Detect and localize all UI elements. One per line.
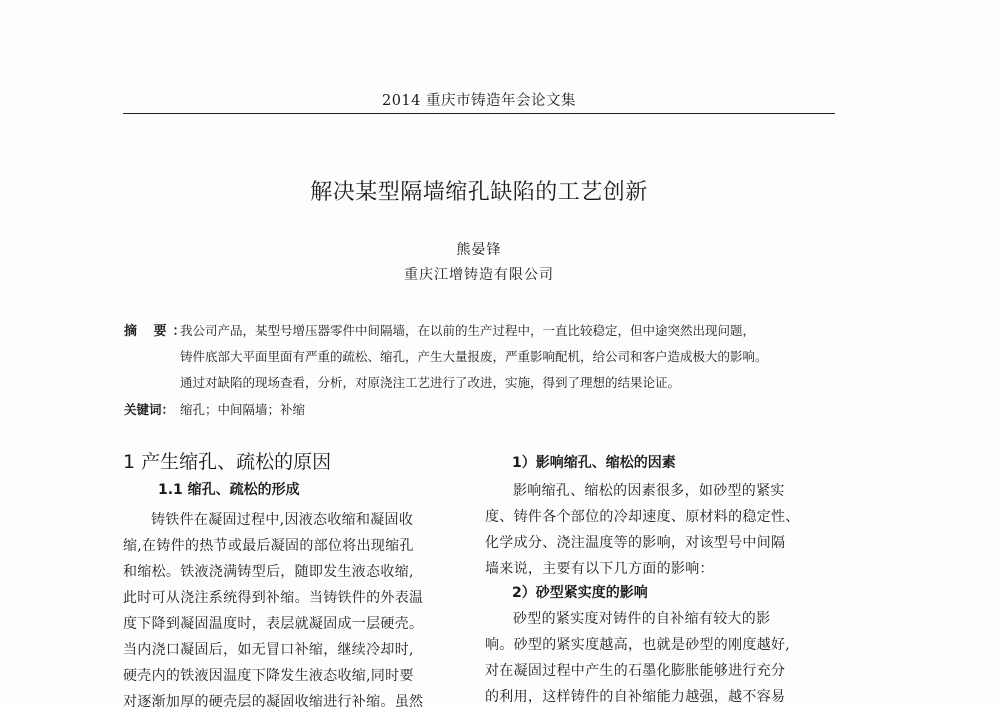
subsection-heading: 1.1 缩孔、疏松的形成 <box>158 482 300 498</box>
abstract-line: 通过对缺陷的现场查看，分析，对原浇注工艺进行了改进，实施，得到了理想的结果论证。 <box>180 375 681 390</box>
body-text-line: 度、铸件各个部位的冷却速度、原材料的稳定性、 <box>485 509 800 525</box>
body-text-line: 响。砂型的紧实度越高，也就是砂型的刚度越好, <box>485 637 791 653</box>
abstract-line: 我公司产品，某型号增压器零件中间隔墙，在以前的生产过程中，一直比较稳定，但中途突然出现问题， <box>180 323 756 338</box>
body-text-line: 铸铁件在凝固过程中,因液态收缩和凝固收 <box>151 512 414 528</box>
abstract-label: 摘 要： <box>124 324 192 339</box>
body-text-line: 缩,在铸件的热节或最后凝固的部位将出现缩孔 <box>123 538 414 554</box>
body-text-line: 墙来说，主要有以下几方面的影响： <box>485 561 714 577</box>
body-text-line: 和缩松。铁液浇满铸型后，随即发生液态收缩, <box>123 564 414 580</box>
author-name: 熊晏锋 <box>456 242 502 258</box>
body-text-line: 硬壳内的铁液因温度下降发生液态收缩,同时要 <box>123 668 414 684</box>
subheading-compactness: 2）砂型紧实度的影响 <box>512 585 648 601</box>
subheading-factors: 1）影响缩孔、缩松的因素 <box>512 455 676 471</box>
paper-title: 解决某型隔墙缩孔缺陷的工艺创新 <box>310 180 648 205</box>
body-text-line: 度下降到凝固温度时，表层就凝固成一层硬壳。 <box>123 616 424 632</box>
keywords-text: 缩孔；中间隔墙；补缩 <box>180 402 306 417</box>
body-text-line: 此时可从浇注系统得到补缩。当铸铁件的外表温 <box>123 590 424 606</box>
header-rule <box>123 113 835 114</box>
abstract-line: 铸件底部大平面里面有严重的疏松、缩孔，产生大量报废，严重影响配机，给公司和客户造成极大的影响。 <box>180 349 768 364</box>
body-text-line: 砂型的紧实度对铸件的自补缩有较大的影 <box>513 611 771 627</box>
body-text-line: 对在凝固过程中产生的石墨化膨胀能够进行充分 <box>485 663 786 679</box>
running-head: 2014 重庆市铸造年会论文集 <box>381 93 576 109</box>
section-heading: 1 产生缩孔、疏松的原因 <box>123 451 332 473</box>
keywords-label: 关键词： <box>124 402 175 417</box>
body-text-line: 对逐渐加厚的硬壳层的凝固收缩进行补缩。虽然 <box>123 694 424 710</box>
body-text-line: 影响缩孔、缩松的因素很多，如砂型的紧实 <box>513 483 785 499</box>
body-text-line: 的利用，这样铸件的自补缩能力越强，越不容易 <box>485 689 786 705</box>
body-text-line: 化学成分、浇注温度等的影响，对该型号中间隔 <box>485 535 786 551</box>
body-text-line: 当内浇口凝固后，如无冒口补缩，继续冷却时, <box>123 642 414 658</box>
author-affiliation: 重庆江增铸造有限公司 <box>404 267 554 283</box>
